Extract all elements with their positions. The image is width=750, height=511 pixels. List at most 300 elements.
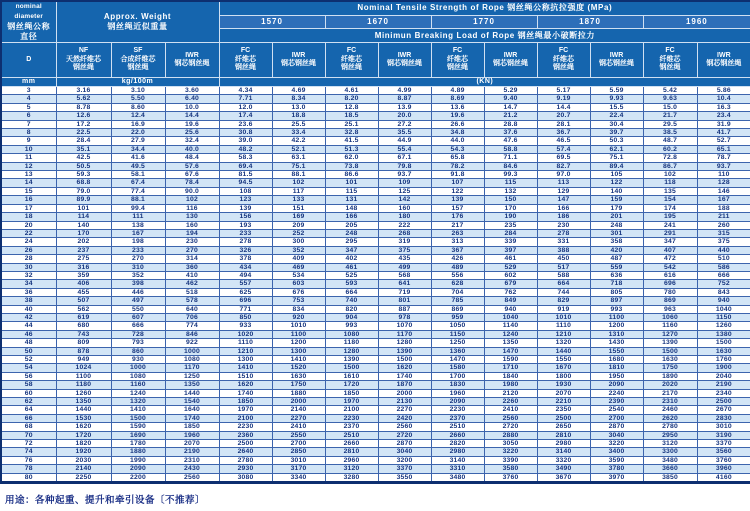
diameter-unit: mm bbox=[1, 78, 56, 87]
table-row bbox=[1, 95, 750, 103]
value-cell: 30.4 bbox=[590, 120, 643, 128]
value-cell: 1060 bbox=[643, 313, 697, 321]
value-cell: 169 bbox=[272, 213, 325, 221]
value-cell: 3400 bbox=[590, 448, 643, 456]
value-cell: 850 bbox=[219, 313, 272, 321]
col-label: FC bbox=[346, 47, 357, 55]
value-cell: 801 bbox=[378, 297, 431, 305]
value-cell: 39.7 bbox=[590, 129, 643, 137]
value-cell: 897 bbox=[590, 297, 643, 305]
table-row bbox=[1, 280, 750, 288]
value-cell: 113 bbox=[537, 179, 590, 187]
value-cell: 35.5 bbox=[378, 129, 431, 137]
value-cell: 25.1 bbox=[325, 120, 378, 128]
value-cell: 3560 bbox=[697, 448, 750, 456]
diameter-cell: 14 bbox=[1, 179, 56, 187]
diameter-cell: 26 bbox=[1, 246, 56, 254]
value-cell: 793 bbox=[111, 339, 165, 347]
value-cell: 5.62 bbox=[56, 95, 111, 103]
value-cell: 2210 bbox=[537, 398, 590, 406]
value-cell: 3970 bbox=[590, 473, 643, 482]
value-cell: 1350 bbox=[56, 398, 111, 406]
value-cell: 3480 bbox=[643, 456, 697, 464]
value-cell: 1140 bbox=[484, 322, 537, 330]
value-cell: 30.8 bbox=[219, 129, 272, 137]
value-cell: 1410 bbox=[111, 406, 165, 414]
value-cell: 260 bbox=[697, 221, 750, 229]
table-row bbox=[1, 255, 750, 263]
value-cell: 2310 bbox=[165, 456, 219, 464]
value-cell: 2020 bbox=[643, 381, 697, 389]
value-cell: 3.60 bbox=[165, 87, 219, 95]
value-cell: 310 bbox=[111, 263, 165, 271]
col-zh2: 钢丝绳 bbox=[73, 64, 94, 72]
value-cell: 2980 bbox=[431, 448, 484, 456]
value-cell: 235 bbox=[484, 221, 537, 229]
value-cell: 718 bbox=[590, 280, 643, 288]
diameter-cell: 72 bbox=[1, 440, 56, 448]
value-cell: 31.9 bbox=[697, 120, 750, 128]
value-cell: 20.0 bbox=[378, 112, 431, 120]
value-cell: 315 bbox=[697, 229, 750, 237]
value-cell: 60.2 bbox=[643, 145, 697, 153]
value-cell: 494 bbox=[219, 271, 272, 279]
col-code: SF bbox=[133, 47, 143, 55]
value-cell: 1024 bbox=[56, 364, 111, 372]
value-cell: 809 bbox=[56, 339, 111, 347]
value-cell: 2070 bbox=[165, 440, 219, 448]
value-cell: 846 bbox=[165, 330, 219, 338]
diameter-cell: 11 bbox=[1, 154, 56, 162]
value-cell: 67.4 bbox=[111, 179, 165, 187]
value-cell: 2850 bbox=[272, 448, 325, 456]
value-cell: 3140 bbox=[431, 456, 484, 464]
value-cell: 1620 bbox=[378, 364, 431, 372]
value-cell: 887 bbox=[378, 305, 431, 313]
value-cell: 71.1 bbox=[484, 154, 537, 162]
diameter-cell: 42 bbox=[1, 313, 56, 321]
value-cell: 1470 bbox=[484, 347, 537, 355]
table-row bbox=[1, 297, 750, 305]
value-cell: 3140 bbox=[537, 448, 590, 456]
value-cell: 202 bbox=[56, 238, 111, 246]
value-cell: 176 bbox=[431, 213, 484, 221]
value-cell: 1740 bbox=[165, 414, 219, 422]
value-cell: 156 bbox=[219, 213, 272, 221]
table-row bbox=[1, 129, 750, 137]
value-cell: 375 bbox=[697, 238, 750, 246]
value-cell: 640 bbox=[165, 305, 219, 313]
value-cell: 728 bbox=[111, 330, 165, 338]
value-cell: 16.3 bbox=[697, 103, 750, 111]
value-cell: 1750 bbox=[643, 364, 697, 372]
value-cell: 35.1 bbox=[56, 145, 111, 153]
value-cell: 1850 bbox=[325, 389, 378, 397]
value-cell: 367 bbox=[431, 246, 484, 254]
value-cell: 147 bbox=[537, 196, 590, 204]
value-cell: 34.4 bbox=[111, 145, 165, 153]
col-label: 钢芯钢丝绳 bbox=[599, 60, 635, 67]
value-cell: 3390 bbox=[484, 456, 537, 464]
value-cell: 2230 bbox=[325, 414, 378, 422]
col-label: 钢丝绳 bbox=[341, 64, 363, 72]
value-cell: 1580 bbox=[431, 364, 484, 372]
value-cell: 588 bbox=[537, 271, 590, 279]
value-cell: 166 bbox=[325, 213, 378, 221]
value-cell: 8.60 bbox=[111, 103, 165, 111]
diameter-cell: 64 bbox=[1, 406, 56, 414]
table-header bbox=[1, 1, 750, 87]
value-cell: 3.10 bbox=[111, 87, 165, 95]
value-cell: 2190 bbox=[165, 448, 219, 456]
value-cell: 102 bbox=[165, 196, 219, 204]
value-cell: 963 bbox=[643, 305, 697, 313]
value-cell: 2090 bbox=[590, 381, 643, 389]
value-cell: 1500 bbox=[378, 356, 431, 364]
value-cell: 130 bbox=[165, 213, 219, 221]
value-cell: 1630 bbox=[697, 347, 750, 355]
value-cell: 1520 bbox=[272, 364, 325, 372]
value-cell: 2100 bbox=[325, 406, 378, 414]
value-cell: 198 bbox=[111, 238, 165, 246]
strength-value: 1570 bbox=[219, 15, 325, 29]
value-cell: 26.6 bbox=[431, 120, 484, 128]
table-row bbox=[1, 406, 750, 414]
value-cell: 117 bbox=[272, 187, 325, 195]
diameter-cell: 44 bbox=[1, 322, 56, 330]
value-cell: 77.4 bbox=[111, 187, 165, 195]
value-cell: 993 bbox=[325, 322, 378, 330]
value-cell: 1920 bbox=[56, 448, 111, 456]
value-cell: 201 bbox=[590, 213, 643, 221]
value-cell: 166 bbox=[537, 204, 590, 212]
value-cell: 1260 bbox=[56, 389, 111, 397]
weight-unit: kg/100m bbox=[56, 78, 219, 87]
table-row bbox=[1, 246, 750, 254]
value-cell: 2340 bbox=[697, 389, 750, 397]
value-cell: 67.6 bbox=[165, 171, 219, 179]
diameter-cell: 60 bbox=[1, 389, 56, 397]
col-label: 纤维芯 bbox=[659, 55, 681, 63]
load-column-header-iwr bbox=[590, 43, 643, 78]
table-row bbox=[1, 313, 750, 321]
value-cell: 146 bbox=[697, 187, 750, 195]
value-cell: 2870 bbox=[378, 440, 431, 448]
value-cell: 3050 bbox=[484, 440, 537, 448]
value-cell: 48.7 bbox=[643, 137, 697, 145]
value-cell: 2700 bbox=[590, 414, 643, 422]
table-row bbox=[1, 204, 750, 212]
value-cell: 32.4 bbox=[165, 137, 219, 145]
col-label: IWR bbox=[717, 51, 731, 59]
value-cell: 586 bbox=[697, 263, 750, 271]
value-cell: 607 bbox=[111, 313, 165, 321]
value-cell: 62.0 bbox=[325, 154, 378, 162]
table-row bbox=[1, 87, 750, 95]
table-row bbox=[1, 145, 750, 153]
value-cell: 313 bbox=[431, 238, 484, 246]
value-cell: 102 bbox=[643, 171, 697, 179]
value-cell: 1690 bbox=[111, 431, 165, 439]
load-column-header-fc bbox=[431, 43, 484, 78]
table-row bbox=[1, 288, 750, 296]
table-row bbox=[1, 372, 750, 380]
value-cell: 869 bbox=[431, 305, 484, 313]
value-cell: 347 bbox=[643, 238, 697, 246]
value-cell: 1740 bbox=[219, 389, 272, 397]
value-cell: 21.2 bbox=[484, 112, 537, 120]
value-cell: 2510 bbox=[325, 431, 378, 439]
value-cell: 81.5 bbox=[219, 171, 272, 179]
load-unit: (KN) bbox=[219, 78, 750, 87]
value-cell: 48.4 bbox=[165, 154, 219, 162]
value-cell: 2140 bbox=[272, 406, 325, 414]
value-cell: 2420 bbox=[378, 414, 431, 422]
value-cell: 5.86 bbox=[697, 87, 750, 95]
table-row bbox=[1, 339, 750, 347]
value-cell: 46.5 bbox=[537, 137, 590, 145]
table-row bbox=[1, 196, 750, 204]
value-cell: 1980 bbox=[484, 381, 537, 389]
value-cell: 446 bbox=[111, 288, 165, 296]
value-cell: 1640 bbox=[165, 406, 219, 414]
value-cell: 3080 bbox=[219, 473, 272, 482]
value-cell: 2700 bbox=[272, 440, 325, 448]
diameter-cell: 15 bbox=[1, 187, 56, 195]
value-cell: 131 bbox=[325, 196, 378, 204]
value-cell: 469 bbox=[272, 263, 325, 271]
load-column-header-fc bbox=[643, 43, 697, 78]
value-cell: 1900 bbox=[697, 364, 750, 372]
value-cell: 233 bbox=[111, 246, 165, 254]
value-cell: 2500 bbox=[537, 414, 590, 422]
value-cell: 1440 bbox=[537, 347, 590, 355]
value-cell: 949 bbox=[56, 356, 111, 364]
col-label: 钢丝绳 bbox=[447, 64, 469, 72]
value-cell: 135 bbox=[643, 187, 697, 195]
value-cell: 1310 bbox=[590, 330, 643, 338]
value-cell: 2660 bbox=[325, 440, 378, 448]
value-cell: 99.3 bbox=[484, 171, 537, 179]
diameter-cell: 70 bbox=[1, 431, 56, 439]
diameter-header bbox=[1, 1, 56, 43]
value-cell: 559 bbox=[590, 263, 643, 271]
value-cell: 1620 bbox=[219, 381, 272, 389]
table-row bbox=[1, 431, 750, 439]
value-cell: 869 bbox=[643, 297, 697, 305]
value-cell: 233 bbox=[219, 229, 272, 237]
value-cell: 435 bbox=[378, 255, 431, 263]
value-cell: 237 bbox=[56, 246, 111, 254]
value-cell: 4160 bbox=[697, 473, 750, 482]
value-cell: 3220 bbox=[484, 448, 537, 456]
value-cell: 2640 bbox=[219, 448, 272, 456]
value-cell: 1680 bbox=[590, 356, 643, 364]
weight-header bbox=[56, 1, 219, 43]
value-cell: 1250 bbox=[165, 372, 219, 380]
col-code: IWR bbox=[185, 51, 199, 59]
load-column-header-iwr bbox=[697, 43, 750, 78]
weight-header-zh: 钢丝绳近似重量 bbox=[107, 22, 168, 31]
col-label: 钢芯钢丝绳 bbox=[706, 60, 742, 67]
value-cell: 2410 bbox=[484, 406, 537, 414]
value-cell: 1500 bbox=[325, 364, 378, 372]
col-label: IWR bbox=[397, 51, 412, 59]
value-cell: 1760 bbox=[697, 356, 750, 364]
value-cell: 270 bbox=[111, 255, 165, 263]
value-cell: 780 bbox=[643, 288, 697, 296]
value-cell: 33.4 bbox=[272, 129, 325, 137]
value-cell: 32.8 bbox=[325, 129, 378, 137]
value-cell: 602 bbox=[484, 271, 537, 279]
value-cell: 2240 bbox=[590, 389, 643, 397]
value-cell: 67.1 bbox=[378, 154, 431, 162]
value-cell: 5.59 bbox=[590, 87, 643, 95]
value-cell: 2500 bbox=[219, 440, 272, 448]
value-cell: 128 bbox=[697, 179, 750, 187]
table-row bbox=[1, 473, 750, 482]
value-cell: 455 bbox=[56, 288, 111, 296]
value-cell: 933 bbox=[219, 322, 272, 330]
value-cell: 1390 bbox=[325, 356, 378, 364]
value-cell: 2720 bbox=[378, 431, 431, 439]
value-cell: 142 bbox=[378, 196, 431, 204]
table-row bbox=[1, 112, 750, 120]
value-cell: 2410 bbox=[272, 423, 325, 431]
value-cell: 603 bbox=[272, 280, 325, 288]
value-cell: 15.5 bbox=[590, 103, 643, 111]
diameter-cell: 46 bbox=[1, 330, 56, 338]
value-cell: 3370 bbox=[697, 440, 750, 448]
value-cell: 2230 bbox=[219, 423, 272, 431]
value-cell: 1780 bbox=[111, 440, 165, 448]
col-label: FC bbox=[240, 47, 251, 55]
value-cell: 1350 bbox=[484, 339, 537, 347]
value-cell: 3040 bbox=[378, 448, 431, 456]
value-cell: 920 bbox=[272, 313, 325, 321]
value-cell: 10.0 bbox=[165, 103, 219, 111]
value-cell: 241 bbox=[643, 221, 697, 229]
value-cell: 57.6 bbox=[165, 162, 219, 170]
value-cell: 79.0 bbox=[56, 187, 111, 195]
value-cell: 388 bbox=[537, 246, 590, 254]
value-cell: 2870 bbox=[590, 423, 643, 431]
value-cell: 3780 bbox=[590, 465, 643, 473]
diameter-cell: 20 bbox=[1, 221, 56, 229]
col-label: 纤维芯 bbox=[447, 55, 469, 63]
value-cell: 1210 bbox=[537, 330, 590, 338]
value-cell: 139 bbox=[431, 196, 484, 204]
value-cell: 940 bbox=[697, 297, 750, 305]
value-cell: 2550 bbox=[272, 431, 325, 439]
value-cell: 2810 bbox=[537, 431, 590, 439]
value-cell: 170 bbox=[56, 229, 111, 237]
value-cell: 22.4 bbox=[590, 112, 643, 120]
value-cell: 704 bbox=[431, 288, 484, 296]
value-cell: 3170 bbox=[272, 465, 325, 473]
value-cell: 89.9 bbox=[56, 196, 111, 204]
value-cell: 402 bbox=[325, 255, 378, 263]
value-cell: 628 bbox=[431, 280, 484, 288]
value-cell: 2820 bbox=[431, 440, 484, 448]
value-cell: 88.1 bbox=[111, 196, 165, 204]
diameter-cell: 62 bbox=[1, 398, 56, 406]
value-cell: 2310 bbox=[643, 398, 697, 406]
diameter-cell: 18 bbox=[1, 213, 56, 221]
value-cell: 180 bbox=[378, 213, 431, 221]
load-column-header-fc bbox=[537, 43, 590, 78]
value-cell: 1880 bbox=[272, 389, 325, 397]
table-row bbox=[1, 347, 750, 355]
weight-column-header-sf bbox=[111, 43, 165, 78]
diameter-cell: 7 bbox=[1, 120, 56, 128]
column-headers-row bbox=[1, 43, 750, 78]
value-cell: 65.1 bbox=[697, 145, 750, 153]
value-cell: 1620 bbox=[56, 423, 111, 431]
value-cell: 1000 bbox=[111, 364, 165, 372]
value-cell: 151 bbox=[272, 204, 325, 212]
value-cell: 1740 bbox=[378, 372, 431, 380]
value-cell: 8.34 bbox=[272, 95, 325, 103]
table-row bbox=[1, 137, 750, 145]
value-cell: 1630 bbox=[643, 356, 697, 364]
value-cell: 1590 bbox=[111, 423, 165, 431]
value-cell: 118 bbox=[643, 179, 697, 187]
value-cell: 63.1 bbox=[272, 154, 325, 162]
value-cell: 55.4 bbox=[378, 145, 431, 153]
value-cell: 331 bbox=[537, 238, 590, 246]
diameter-header-zh1: 钢丝绳公称 bbox=[7, 22, 51, 31]
value-cell: 878 bbox=[56, 347, 111, 355]
value-cell: 406 bbox=[56, 280, 111, 288]
value-cell: 2560 bbox=[484, 414, 537, 422]
diameter-cell: 24 bbox=[1, 238, 56, 246]
diameter-cell: 13 bbox=[1, 171, 56, 179]
value-cell: 8.78 bbox=[56, 103, 111, 111]
value-cell: 410 bbox=[165, 271, 219, 279]
value-cell: 4.69 bbox=[272, 87, 325, 95]
value-cell: 82.7 bbox=[537, 162, 590, 170]
value-cell: 248 bbox=[590, 221, 643, 229]
value-cell: 1850 bbox=[165, 423, 219, 431]
value-cell: 3320 bbox=[537, 456, 590, 464]
value-cell: 860 bbox=[111, 347, 165, 355]
value-cell: 1320 bbox=[111, 398, 165, 406]
diameter-cell: 16 bbox=[1, 196, 56, 204]
value-cell: 2190 bbox=[697, 381, 750, 389]
value-cell: 42.5 bbox=[56, 154, 111, 162]
value-cell: 12.4 bbox=[111, 112, 165, 120]
value-cell: 1970 bbox=[219, 406, 272, 414]
table-row bbox=[1, 330, 750, 338]
value-cell: 1080 bbox=[165, 356, 219, 364]
value-cell: 2950 bbox=[643, 431, 697, 439]
value-cell: 14.7 bbox=[484, 103, 537, 111]
value-cell: 1040 bbox=[697, 305, 750, 313]
value-cell: 1750 bbox=[272, 381, 325, 389]
value-cell: 12.8 bbox=[325, 103, 378, 111]
value-cell: 829 bbox=[537, 297, 590, 305]
col-label: 纤维芯 bbox=[341, 55, 363, 63]
value-cell: 79.8 bbox=[378, 162, 431, 170]
value-cell: 1350 bbox=[165, 381, 219, 389]
value-cell: 378 bbox=[219, 255, 272, 263]
value-cell: 3010 bbox=[697, 423, 750, 431]
value-cell: 785 bbox=[431, 297, 484, 305]
value-cell: 1320 bbox=[537, 339, 590, 347]
value-cell: 3340 bbox=[272, 473, 325, 482]
value-cell: 805 bbox=[590, 288, 643, 296]
